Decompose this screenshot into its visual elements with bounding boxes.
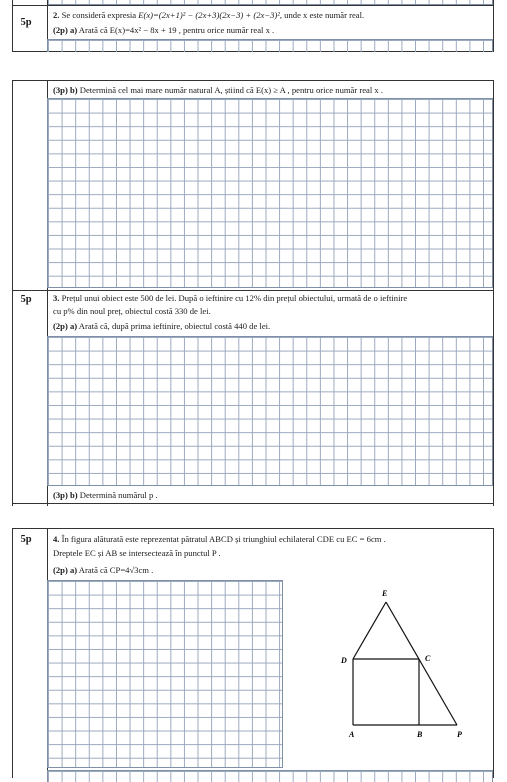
answer-grid-4a[interactable] — [47, 580, 283, 768]
points-label: 5p — [20, 534, 32, 545]
square-triangle-figure — [333, 585, 493, 755]
points-label: 5p — [20, 294, 32, 305]
question-2a-statement: (2p) a) Arată că E(x)=4x² − 8x + 19 , pentru orice număr real x . — [53, 25, 275, 35]
points-label: 5p — [20, 17, 32, 28]
question-4a-statement: (2p) a) Arată că CP=4√3cm . — [53, 565, 154, 575]
question-2b-3-block — [12, 80, 494, 506]
label-P: P — [457, 730, 462, 739]
label-B: B — [417, 730, 423, 739]
question-4-statement-cont: Dreptele EC și AB se intersectează în punctul P . — [53, 548, 221, 558]
question-3a-statement: (2p) a) Arată că, după prima ieftinire, obiectul costă 440 de lei. — [53, 321, 271, 331]
question-2-block — [12, 0, 494, 52]
question-2b-statement: (3p) b) Determină cel mai mare număr natural A, știind că E(x) ≥ A , pentru orice număr real x . — [53, 85, 383, 95]
answer-grid-2b[interactable] — [47, 98, 493, 288]
question-3-statement-cont: cu p% din noul preț, obiectul costă 330 de lei. — [53, 306, 211, 316]
label-A: A — [349, 730, 355, 739]
answer-grid-top — [47, 0, 493, 5]
segment-DE — [353, 602, 386, 659]
answer-grid[interactable] — [47, 39, 493, 52]
label-C: C — [425, 654, 431, 663]
question-4-statement: 4. În figura alăturată este reprezentat pătratul ABCD și triunghiul echilateral CDE cu EC = 6cm . — [53, 534, 386, 544]
segment-EP — [386, 602, 457, 725]
label-E: E — [382, 589, 388, 598]
answer-grid-bottom[interactable] — [47, 770, 493, 782]
label-D: D — [341, 656, 347, 665]
question-4-block — [12, 528, 494, 778]
answer-grid-3a[interactable] — [47, 336, 493, 486]
question-2-statement: 2. Se consideră expresia E(x)=(2x+1)² − (2x+3)(2x−3) + (2x−3)², unde x este număr real. — [53, 10, 365, 20]
question-3-statement: 3. Prețul unui obiect este 500 de lei. După o ieftinire cu 12% din prețul obiectului, urmată de o ieftinire — [53, 293, 408, 303]
question-3b-statement: (3p) b) Determină numărul p . — [53, 490, 158, 500]
